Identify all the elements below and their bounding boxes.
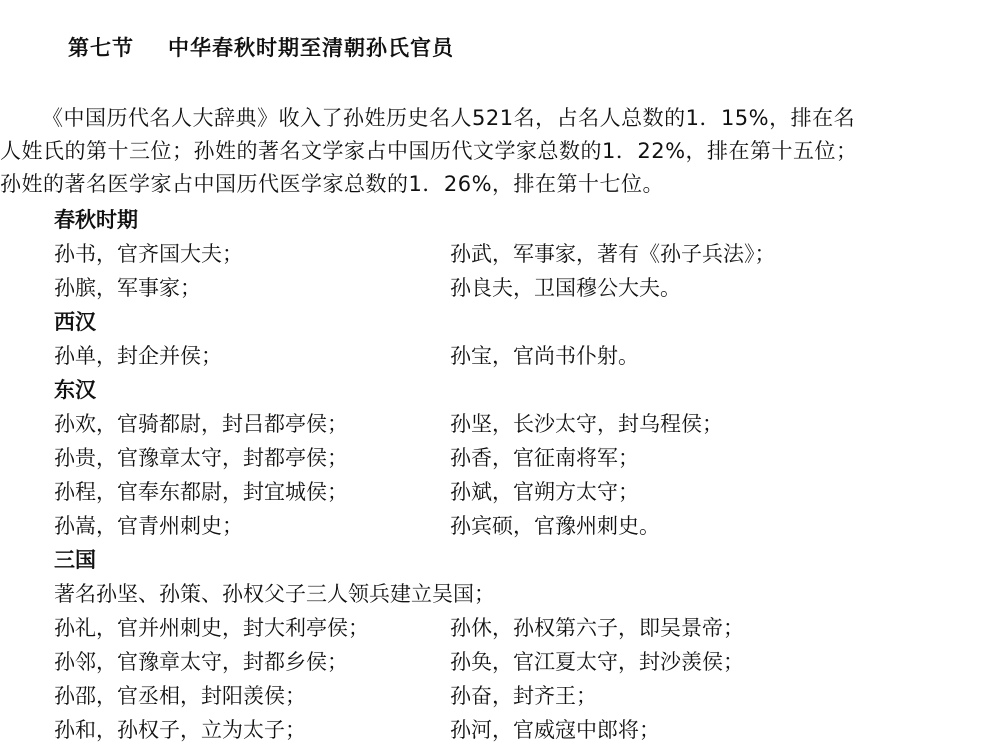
period-heading: 春秋时期 [54, 208, 138, 232]
entry-row [0, 713, 1000, 747]
entry-right: 孙坚，长沙太守，封乌程侯； [450, 412, 723, 436]
section-heading: 中华春秋时期至清朝孙氏官员 [168, 36, 454, 60]
entry-row [0, 645, 1000, 679]
entry-right: 孙武，军事家，著有《孙子兵法》； [450, 242, 776, 266]
period-heading-row [0, 203, 1000, 237]
entry-row [0, 271, 1000, 305]
entry-left: 孙礼，官并州刺史，封大利亭侯； [54, 616, 369, 640]
entry-right: 孙宝，官尚书仆射。 [450, 344, 639, 368]
full-line-row [0, 577, 1000, 611]
entry-left: 孙程，官奉东都尉，封宜城侯； [54, 480, 348, 504]
entry-right: 孙河，官威寇中郎将； [450, 718, 660, 742]
entry-left: 孙欢，官骑都尉，封吕都亭侯； [54, 412, 348, 436]
entry-row [0, 509, 1000, 543]
entry-right: 孙斌，官朔方太守； [450, 480, 639, 504]
entry-right: 孙宾硕，官豫州刺史。 [450, 514, 660, 538]
entry-right: 孙奂，官江夏太守，封沙羡侯； [450, 650, 744, 674]
period-heading-row [0, 373, 1000, 407]
entry-row [0, 475, 1000, 509]
section-title [68, 32, 454, 62]
intro-line: 孙姓的著名医学家占中国历代医学家总数的1．26%，排在第十七位。 [0, 172, 665, 196]
entry-right: 孙良夫，卫国穆公大夫。 [450, 276, 681, 300]
intro-line: 《中国历代名人大辞典》收入了孙姓历史名人521名，占名人总数的1．15%，排在名 [42, 106, 856, 130]
entry-row [0, 679, 1000, 713]
entry-left: 孙膑，军事家； [54, 276, 201, 300]
entry-right: 孙休，孙权第六子，即吴景帝； [450, 616, 744, 640]
entry-left: 孙邻，官豫章太守，封都乡侯； [54, 650, 348, 674]
entry-left: 孙单，封企并侯； [54, 344, 222, 368]
entry-row [0, 339, 1000, 373]
entry-row [0, 441, 1000, 475]
period-heading: 东汉 [54, 378, 96, 402]
period-heading: 三国 [54, 548, 96, 572]
entry-row [0, 611, 1000, 645]
intro-line: 人姓氏的第十三位；孙姓的著名文学家占中国历代文学家总数的1．22%，排在第十五位； [0, 139, 858, 163]
official-list [0, 203, 1000, 747]
entry-left: 孙和，孙权子，立为太子； [54, 718, 306, 742]
entry-row [0, 407, 1000, 441]
intro-paragraph [0, 102, 1000, 201]
entry-right: 孙香，官征南将军； [450, 446, 639, 470]
entry-left: 孙贵，官豫章太守，封都亭侯； [54, 446, 348, 470]
period-heading-row [0, 543, 1000, 577]
entry-left: 孙书，官齐国大夫； [54, 242, 243, 266]
entry-row [0, 237, 1000, 271]
entry-left: 孙嵩，官青州刺史； [54, 514, 243, 538]
period-heading-row [0, 305, 1000, 339]
period-heading: 西汉 [54, 310, 96, 334]
full-line-entry: 著名孙坚、孙策、孙权父子三人领兵建立吴国； [54, 582, 495, 606]
entry-right: 孙奋，封齐王； [450, 684, 597, 708]
section-number: 第七节 [68, 36, 134, 60]
entry-left: 孙邵，官丞相，封阳羡侯； [54, 684, 306, 708]
